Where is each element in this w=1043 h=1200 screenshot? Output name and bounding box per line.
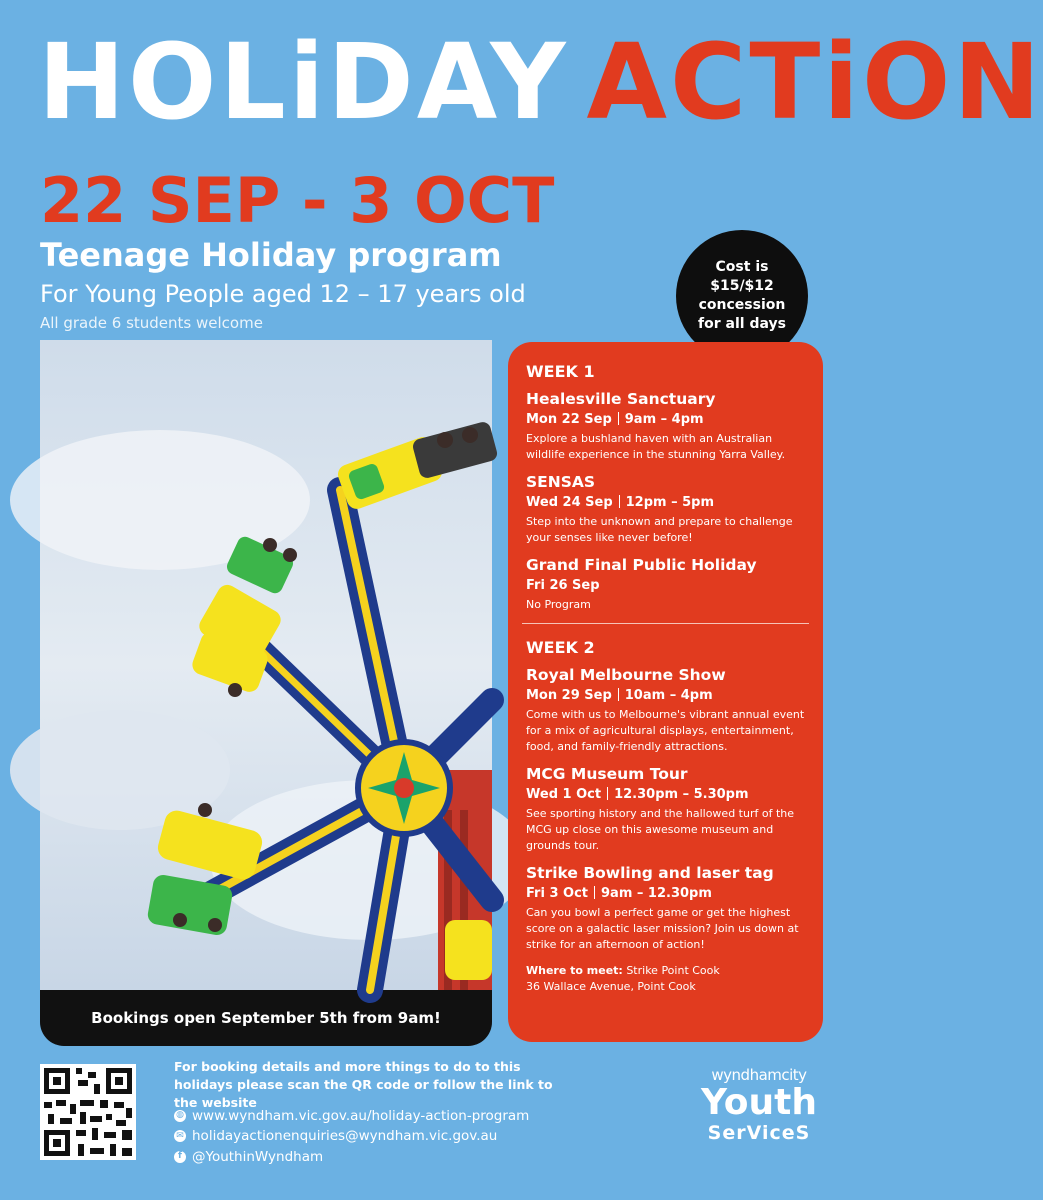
event-name: SENSAS: [526, 473, 596, 492]
meet-place: Strike Point Cook: [626, 964, 720, 978]
website-row[interactable]: [174, 1106, 529, 1126]
time-separator: [619, 495, 620, 508]
page-title: [38, 21, 1043, 143]
event-datetime: [526, 495, 805, 511]
event-time: 12.30pm – 5.30pm: [614, 786, 749, 802]
event-description: Come with us to Melbourne's vibrant annual event for a mix of agricultural displays, entertainment, food, and family-friendly attractions.: [526, 708, 805, 754]
event-day: Wed 1 Oct: [526, 786, 602, 802]
bookings-banner: Bookings open September 5th from 9am!: [91, 1009, 441, 1027]
meet-address: 36 Wallace Avenue, Point Cook: [526, 980, 696, 994]
event-description: See sporting history and the hallowed turf of the MCG up close on this awesome museum and grounds tour.: [526, 807, 794, 853]
event-name: Healesville Sanctuary: [526, 390, 716, 408]
event-description: No Program: [526, 598, 591, 612]
program-dates: 22 SEP - 3 OCT: [40, 164, 555, 237]
social-icon: f: [174, 1151, 186, 1163]
time-separator: [618, 688, 619, 701]
website-link[interactable]: www.wyndham.vic.gov.au/holiday-action-program: [192, 1108, 530, 1124]
qr-code-icon[interactable]: [40, 1064, 136, 1160]
event-sensas: [526, 473, 805, 546]
event-name: Strike Bowling and laser tag: [526, 864, 774, 883]
event-name: MCG Museum Tour: [526, 765, 688, 784]
event-mcg-tour: [526, 765, 805, 854]
logo-city: wyndhamcity: [711, 1066, 807, 1084]
event-day: Fri 26 Sep: [526, 577, 600, 593]
event-datetime: [526, 688, 805, 704]
week-1: [526, 362, 805, 613]
email-link[interactable]: holidayactionenquiries@wyndham.vic.gov.au: [192, 1128, 498, 1145]
booking-info: For booking details and more things to do to this holidays please scan the QR code or follow the link to the website: [174, 1059, 553, 1111]
meet-label: Where to meet:: [526, 964, 623, 978]
email-row[interactable]: [174, 1126, 529, 1146]
event-day: Mon 29 Sep: [526, 687, 612, 703]
logo-youth: Youth: [701, 1082, 817, 1123]
cost-line: concession: [698, 297, 786, 313]
event-datetime: [526, 578, 805, 594]
week-heading: WEEK 1: [526, 362, 595, 381]
qr-code-graphic: [40, 1064, 136, 1160]
logo-services: SerViceS: [707, 1121, 811, 1144]
amusement-ride-illustration: [40, 340, 492, 990]
event-healesville: [526, 390, 805, 463]
cost-line: for all days: [698, 315, 786, 332]
cost-line: $15/$12: [710, 278, 774, 295]
event-day: Fri 3 Oct: [526, 885, 588, 901]
contact-links: [174, 1106, 529, 1167]
meeting-point: [526, 963, 805, 995]
time-separator: [607, 787, 608, 800]
title-holiday: HOLiDAY: [38, 21, 569, 143]
mail-icon: ✉: [174, 1130, 186, 1142]
event-time: 10am – 4pm: [624, 687, 713, 703]
social-link[interactable]: @YouthinWyndham: [192, 1148, 324, 1165]
event-day: Mon 22 Sep: [526, 411, 612, 427]
program-panel: [508, 342, 823, 1042]
event-name: Grand Final Public Holiday: [526, 556, 757, 575]
photo-card: [40, 340, 492, 1046]
event-description: Step into the unknown and prepare to challenge your senses like never before!: [526, 515, 793, 545]
event-name: Royal Melbourne Show: [526, 666, 726, 685]
event-time: 9am – 12.30pm: [601, 885, 712, 901]
event-datetime: [526, 787, 805, 803]
grade6-note: All grade 6 students welcome: [40, 314, 263, 332]
event-datetime: [526, 886, 805, 902]
event-time: 9am – 4pm: [624, 411, 704, 427]
time-separator: [594, 886, 595, 899]
event-grand-final: [526, 556, 805, 613]
wyndham-youth-services-logo: [694, 1066, 824, 1144]
week-heading: WEEK 2: [526, 638, 595, 658]
event-royal-show: [526, 666, 805, 755]
age-range: For Young People aged 12 – 17 years old: [40, 280, 526, 308]
week-divider: [522, 623, 809, 624]
event-datetime: [526, 412, 805, 428]
event-day: Wed 24 Sep: [526, 494, 613, 510]
event-time: 12pm – 5pm: [625, 494, 715, 510]
event-description: Explore a bushland haven with an Australian wildlife experience in the stunning Yarra Valley.: [526, 432, 786, 462]
week-2: [526, 638, 805, 995]
event-description: Can you bowl a perfect game or get the highest score on a galactic laser mission? Join us down at strike for an afternoon of action!: [526, 906, 799, 952]
event-strike-bowling: [526, 864, 805, 953]
cost-line: Cost is: [715, 259, 769, 276]
time-separator: [618, 412, 619, 425]
program-subtitle: Teenage Holiday program: [40, 236, 502, 274]
social-row[interactable]: [174, 1147, 529, 1167]
globe-icon: ◍: [174, 1110, 186, 1122]
title-action: ACTiON: [586, 21, 1043, 143]
amusement-ride-photo: [40, 340, 492, 990]
